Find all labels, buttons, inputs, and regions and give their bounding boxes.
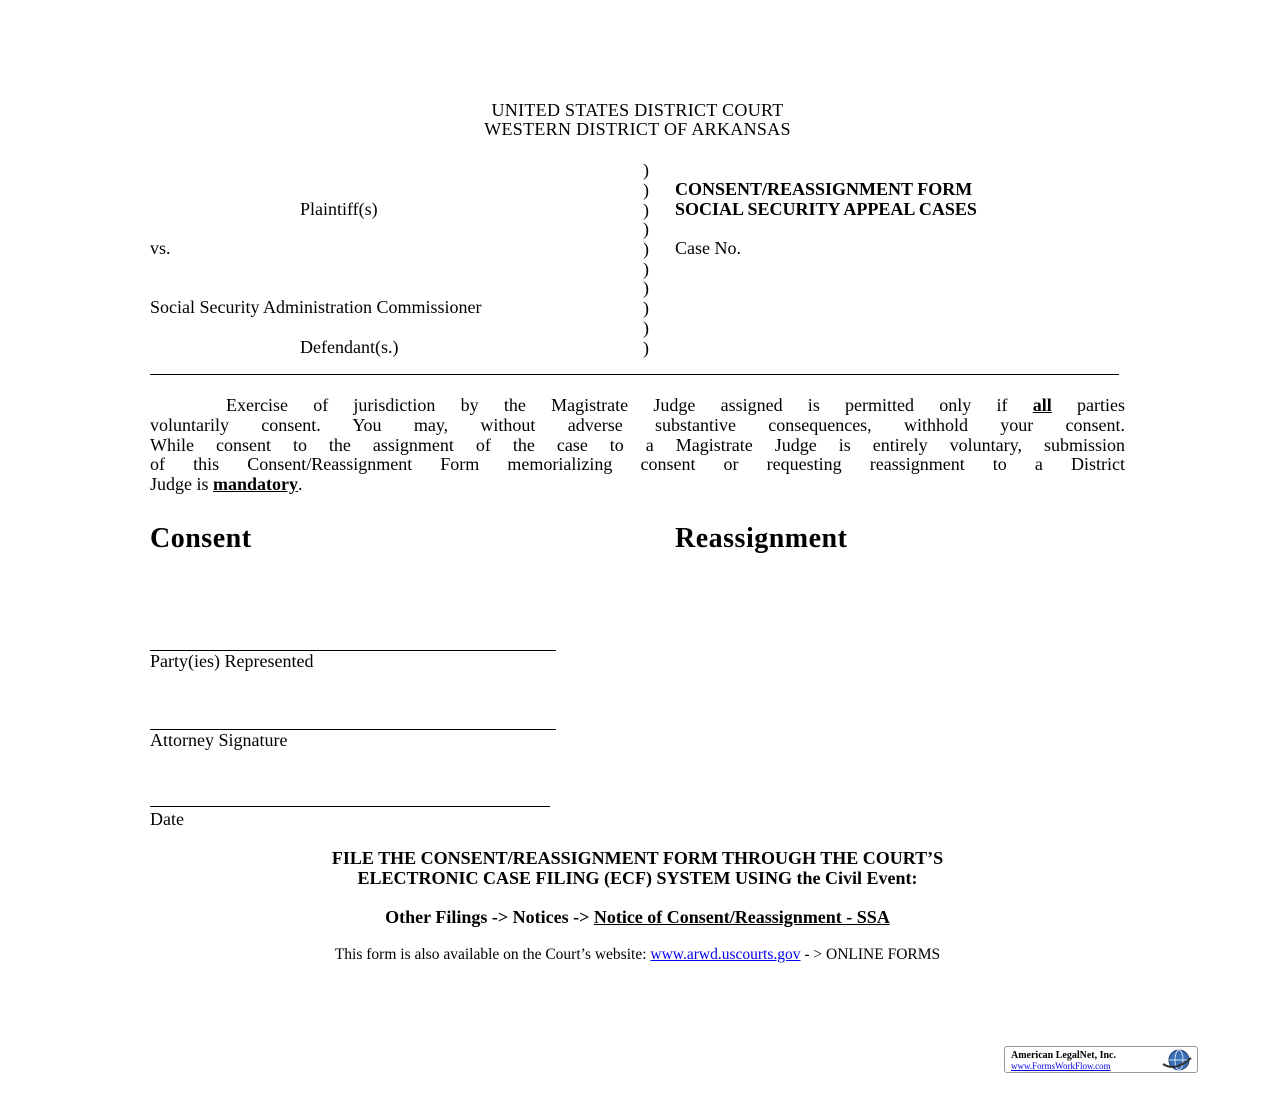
party-field-label: Party(ies) Represented <box>150 651 314 671</box>
caption-paren: ) <box>643 298 649 318</box>
consent-heading: Consent <box>150 523 252 554</box>
paragraph-line: While consent to the assignment of the case to a Magistrate Judge is entirely voluntary, submission <box>150 434 1125 455</box>
attorney-field-label: Attorney Signature <box>150 730 288 750</box>
american-legalnet-logo <box>1004 1046 1198 1073</box>
paragraph-line: Judge is mandatory. <box>150 474 303 495</box>
plaintiff-label: Plaintiff(s) <box>300 199 378 219</box>
court-district: WESTERN DISTRICT OF ARKANSAS <box>484 119 791 139</box>
date-field-label: Date <box>150 809 184 829</box>
caption-paren: ) <box>643 160 649 180</box>
reassignment-heading: Reassignment <box>675 523 848 554</box>
caption-paren: ) <box>643 318 649 338</box>
caption-paren: ) <box>643 338 649 358</box>
court-website-link[interactable]: www.arwd.uscourts.gov <box>650 946 801 963</box>
defendant-label: Defendant(s.) <box>300 337 399 357</box>
paragraph-line: Exercise of jurisdiction by the Magistrate Judge assigned is permitted only if all parties <box>226 395 1126 415</box>
form-title-line1: CONSENT/REASSIGNMENT FORM <box>675 179 973 199</box>
date-signature-line[interactable] <box>150 806 550 807</box>
caption-paren: ) <box>643 200 649 220</box>
emphasis-all: all <box>1032 395 1052 415</box>
paragraph-line: voluntarily consent. You may, without adverse substantive consequences, withhold your consent. <box>150 414 1125 435</box>
logo-company: American LegalNet, Inc. <box>1011 1050 1116 1061</box>
caption-paren: ) <box>643 278 649 298</box>
ecf-event-path: Other Filings -> Notices -> Notice of Consent/Reassignment - SSA <box>385 907 890 927</box>
vs-label: vs. <box>150 238 171 258</box>
case-number-label: Case No. <box>675 238 741 258</box>
filing-instruction-line1: FILE THE CONSENT/REASSIGNMENT FORM THROUGH THE COURT’S <box>331 848 944 868</box>
paragraph-line: of this Consent/Reassignment Form memorializing consent or requesting reassignment to a District <box>150 454 1125 475</box>
caption-paren: ) <box>643 259 649 279</box>
emphasis-mandatory: mandatory <box>213 474 298 495</box>
filing-instruction-line2: ELECTRONIC CASE FILING (ECF) SYSTEM USING the Civil Event: <box>357 868 918 888</box>
logo-url-link[interactable]: www.FormsWorkFlow.com <box>1011 1061 1111 1071</box>
defendant-name: Social Security Administration Commissioner <box>150 297 482 317</box>
instruction-paragraph <box>150 396 1125 495</box>
globe-icon <box>1159 1048 1195 1072</box>
caption-paren: ) <box>643 180 649 200</box>
caption-divider <box>150 374 1119 375</box>
court-name: UNITED STATES DISTRICT COURT <box>491 100 784 120</box>
caption-paren: ) <box>643 239 649 259</box>
ecf-event-name: Notice of Consent/Reassignment - SSA <box>593 907 890 927</box>
form-title-line2: SOCIAL SECURITY APPEAL CASES <box>675 199 977 219</box>
caption-paren: ) <box>643 219 649 239</box>
website-note: This form is also available on the Court’s website: www.arwd.uscourts.gov - > ONLINE FORMS <box>334 946 941 963</box>
